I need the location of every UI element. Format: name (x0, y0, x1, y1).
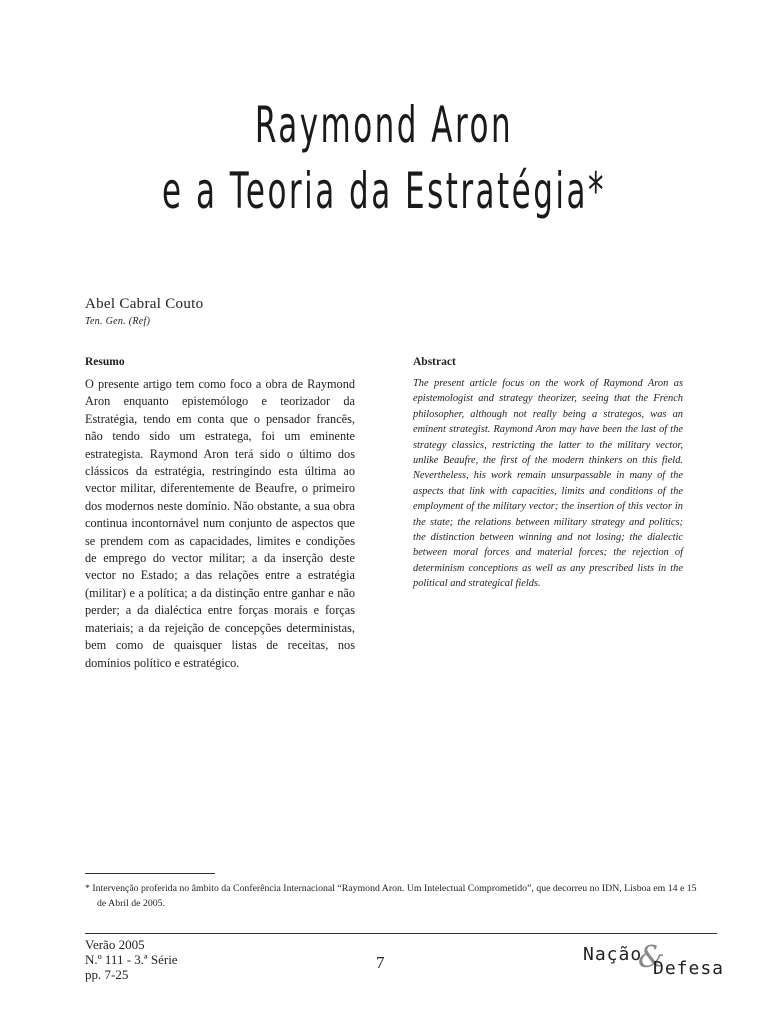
issue-pages: pp. 7-25 (85, 967, 129, 982)
footnote-divider (85, 873, 215, 874)
issue-season: Verão 2005 (85, 937, 145, 952)
logo-ampersand: & (638, 940, 665, 975)
article-title (146, 92, 622, 224)
resumo-section (85, 356, 355, 672)
abstract-section (413, 356, 683, 592)
resumo-text: O presente artigo tem como foco a obra de Raymond Aron enquanto epistemólogo e teorizador da Estratégia, tendo em conta que o pensador francês, não tendo sido um estratega, foi um eminente estrategista. Raymond Aron terá sido o último dos clássicos da estratégia, restringindo esta última ao vector militar, diferentemente de Beaufre, o primeiro dos modernos neste domínio. Não obstante, a sua obra continua incontornável num conjunto de aspectos que se prendem com as capacidades, limites e condições de emprego do vector militar; a da inserção deste vector no Estado; a das relações entre a estratégia (militar) e a política; a da distinção entre ganhar e não perder; a da dialéctica entre forças morais e forças materiais; a da rejeição de concepções deterministas, bem como de quaisquer listas de receitas, nos domínios político e estratégico. (85, 377, 355, 670)
abstract-heading: Abstract (413, 356, 456, 368)
title-line-2: e a Teoria da Estratégia* (162, 162, 606, 220)
journal-logo (583, 940, 725, 980)
author-rank: Ten. Gen. (Ref) (85, 316, 151, 327)
author-name: Abel Cabral Couto (85, 296, 204, 312)
issue-info (85, 937, 178, 982)
footer-divider (85, 933, 717, 934)
abstract-text: The present article focus on the work of Raymond Aron as epistemologist and strategy theorizer, seeing that the French philosopher, although not really being a strategos, was an eminent strategist. Raymond Aron may have been the last of the strategy classics, restricting the latter to the military vector, unlike Beaufre, the first of the modern thinkers on this field. Nevertheless, his work remain unsurpassable in many of the aspects that link with capacities, limits and conditions of the employment of the military vector; the insertion of this vector in the state; the relations between military strategy and politics; the distinction between winning and not losing; the dialectic between moral forces and material forces; the rejection of determinism conceptions as well as any prescribed lists in the political and strategical fields. (413, 378, 683, 590)
issue-number: N.º 111 - 3.ª Série (85, 952, 178, 967)
resumo-heading: Resumo (85, 356, 125, 368)
footnote: * Intervenção proferida no âmbito da Conferência Internacional “Raymond Aron. Um Intelectual Comprometido”, que decorreu no IDN, Lisboa em 14 e 15 de Abril de 2005. (85, 883, 697, 909)
title-line-1: Raymond Aron (254, 96, 514, 154)
logo-word-1: Nação (583, 944, 643, 965)
page-number: 7 (376, 953, 385, 972)
logo-word-2: Defesa (653, 958, 725, 979)
